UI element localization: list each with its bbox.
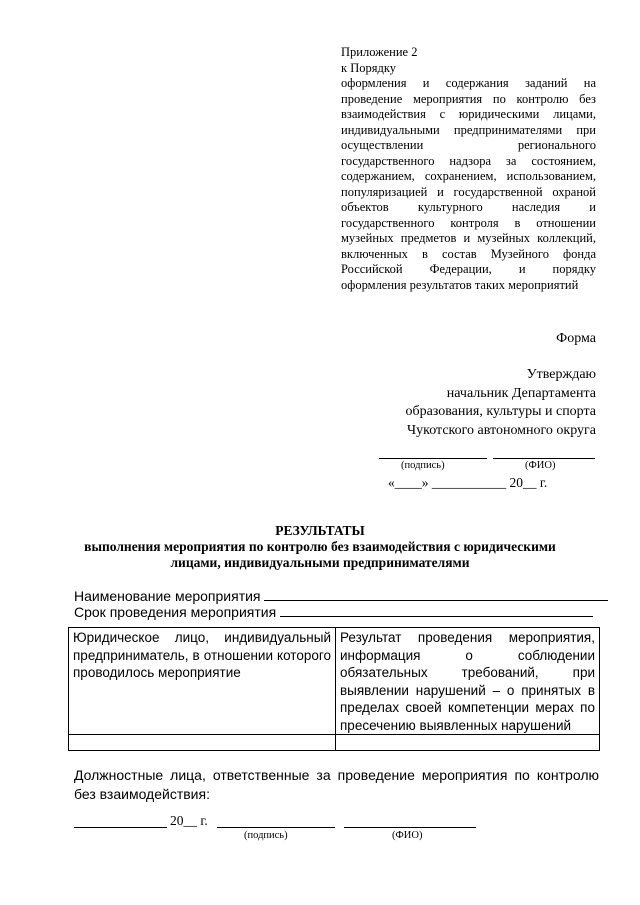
- approval-region: Чукотского автономного округа: [407, 422, 596, 438]
- name-line[interactable]: [493, 458, 595, 459]
- appendix-reference: к Порядку: [341, 60, 396, 75]
- appendix-text-line: Российской Федерации, и порядку: [341, 262, 596, 276]
- title-subheading: лицами, индивидуальными предпринимателями: [170, 555, 470, 570]
- name-caption: (ФИО): [525, 460, 556, 471]
- approval-date-line: «____» ___________ 20__ г.: [388, 475, 548, 490]
- results-table: [68, 627, 600, 751]
- appendix-text-line: проведение мероприятия по контролю без: [341, 91, 596, 106]
- approval-department: образования, культуры и спорта: [405, 404, 596, 419]
- appendix-text-line: объектов культурного наследия и: [341, 200, 596, 214]
- appendix-text-line: включенных в состав Музейного фонда: [341, 246, 596, 261]
- signature-line[interactable]: [217, 827, 335, 828]
- signature-caption: (подпись): [244, 830, 288, 841]
- signature-caption: (подпись): [401, 460, 445, 471]
- table-header-entity: Юридическое лицо, индивидуальный предприниматель, в отношении которого проводилось мероприятие: [69, 628, 336, 735]
- event-name-field: [74, 588, 608, 604]
- officials-signature-area: [74, 813, 484, 845]
- title-subheading: выполнения мероприятия по контролю без взаимодействия с юридическими: [84, 539, 556, 554]
- appendix-text-line: оформления результатов таких мероприятий: [341, 277, 579, 292]
- approval-title: Утверждаю: [526, 367, 596, 382]
- appendix-text-line: взаимодействия с юридическими лицами,: [341, 107, 596, 121]
- appendix-text-line: государственного контроля в отношении: [341, 215, 596, 230]
- event-period-input-line[interactable]: [280, 604, 593, 617]
- approval-position: начальник Департамента: [446, 385, 596, 401]
- approval-signature-area: [379, 458, 595, 472]
- appendix-title: Приложение 2: [341, 45, 418, 59]
- name-line[interactable]: [344, 827, 476, 828]
- name-caption: (ФИО): [392, 830, 423, 841]
- event-name-input-line[interactable]: [264, 588, 608, 601]
- event-name-label: Наименование мероприятия: [74, 588, 261, 604]
- appendix-block: [341, 45, 596, 293]
- appendix-text-line: государственного надзора за состоянием,: [341, 153, 596, 168]
- table-header-result: Результат проведения мероприятия, информация о соблюдении обязательных требований, при выявлении нарушений – о принятых в пределах своей компетенции мерах по пресечению выявленных нарушений: [336, 628, 600, 735]
- appendix-text-line: популяризацией и государственной охраной: [341, 184, 596, 199]
- form-label: Форма: [556, 331, 596, 346]
- document-title: [40, 523, 600, 571]
- appendix-text-line: осуществлении регионального: [341, 138, 596, 152]
- event-period-field: [74, 604, 593, 620]
- date-line[interactable]: [74, 827, 167, 828]
- event-period-label: Срок проведения мероприятия: [74, 604, 277, 620]
- officials-text: Должностные лица, ответственные за проведение мероприятия по контролю без взаимодействия:: [74, 767, 599, 802]
- table-header-row: [69, 628, 600, 735]
- appendix-text-line: музейных предметов и музейных коллекций,: [341, 231, 596, 245]
- title-heading: РЕЗУЛЬТАТЫ: [275, 523, 365, 538]
- table-row: [69, 735, 600, 751]
- year-text: 20__ г.: [170, 813, 208, 828]
- signature-line[interactable]: [379, 458, 487, 459]
- appendix-text-line: индивидуальными предпринимателями при: [341, 122, 596, 137]
- table-cell-entity[interactable]: [69, 735, 336, 751]
- appendix-text-line: оформления и содержания заданий на: [341, 76, 596, 90]
- approval-block: [405, 366, 596, 440]
- appendix-text-line: содержанием, сохранением, использованием,: [341, 169, 596, 183]
- table-cell-result[interactable]: [336, 735, 600, 751]
